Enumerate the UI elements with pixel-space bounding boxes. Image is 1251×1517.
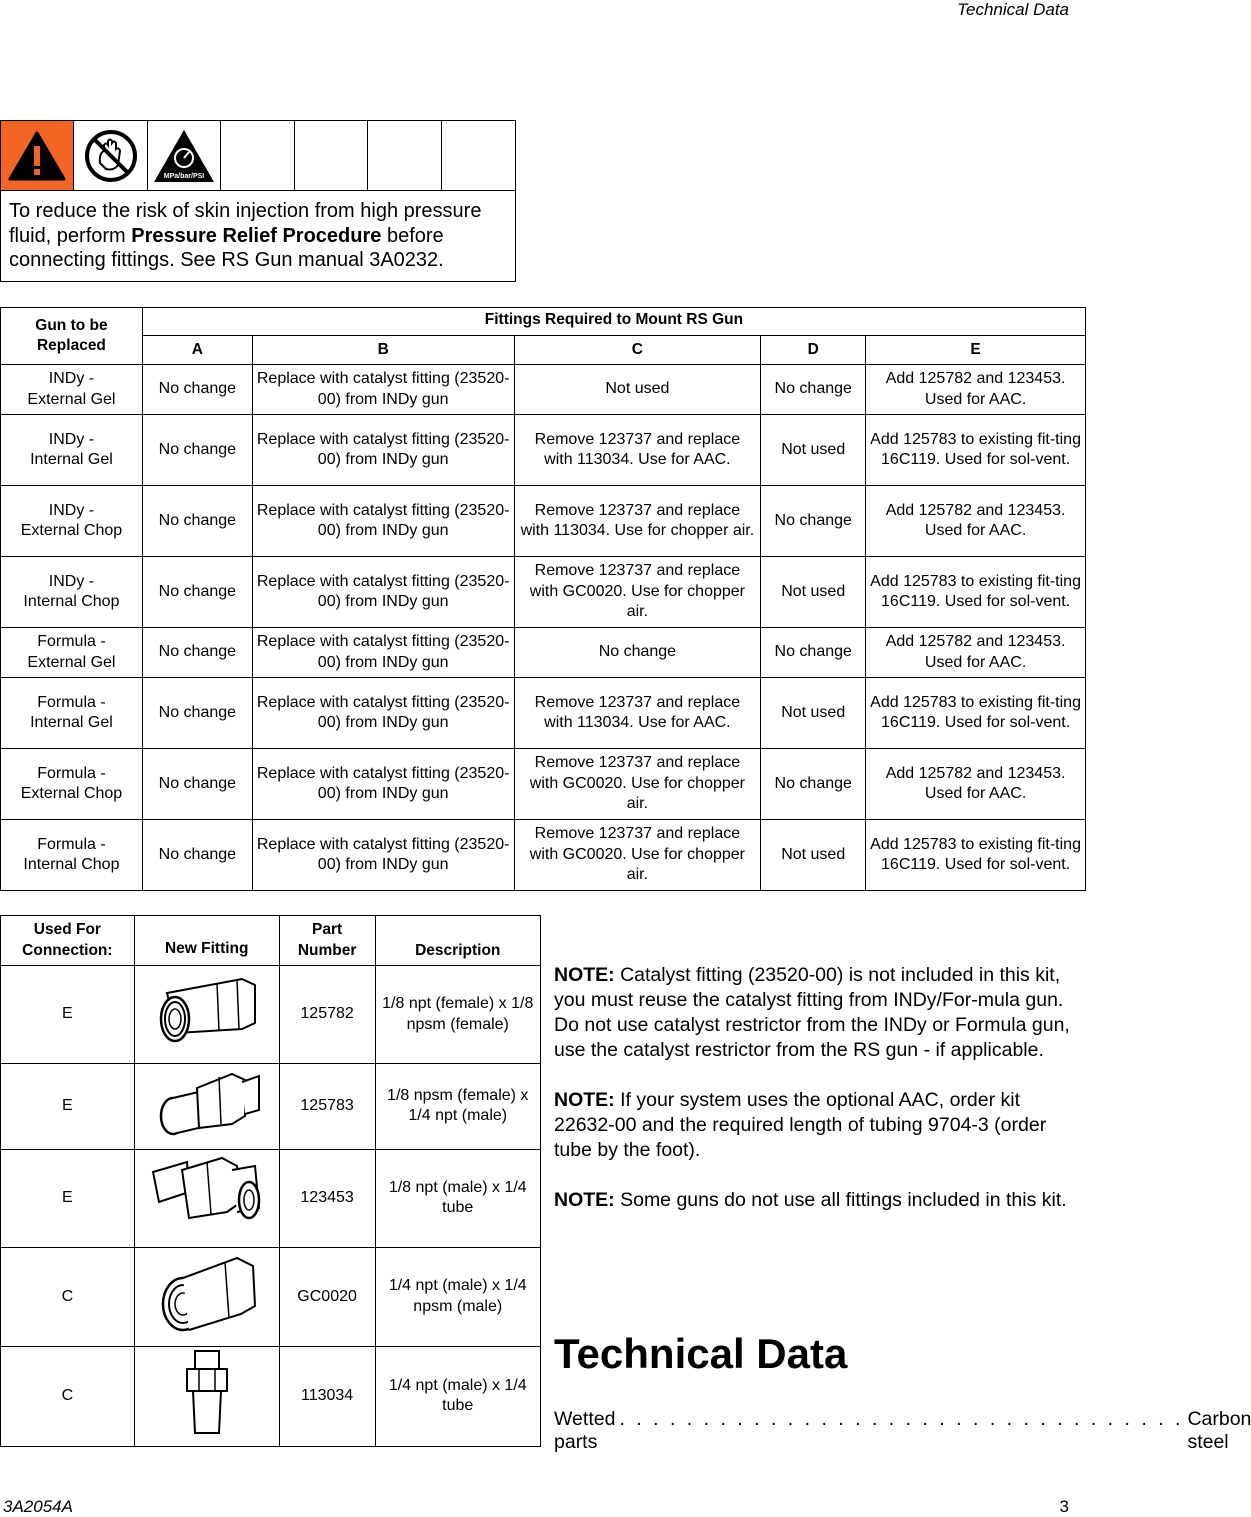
column-a-cell: No change xyxy=(142,678,252,749)
column-e-cell: Add 125782 and 123453. Used for AAC. xyxy=(866,749,1086,820)
column-d-cell: No change xyxy=(761,749,866,820)
table-row xyxy=(1,678,1086,749)
tube-fitting-icon xyxy=(134,1149,279,1247)
table-row xyxy=(1,1149,541,1247)
gun-cell: INDy - External Chop xyxy=(1,486,143,557)
wetted-parts-line xyxy=(554,1408,1251,1454)
table-row xyxy=(1,1347,541,1447)
column-d-cell: Not used xyxy=(761,557,866,628)
column-e-cell: Add 125782 and 123453. Used for AAC. xyxy=(866,486,1086,557)
adapter-fitting-icon xyxy=(134,1064,279,1150)
gun-cell: INDy - External Gel xyxy=(1,365,143,415)
column-c-cell: Remove 123737 and replace with GC0020. Use for chopper air. xyxy=(514,749,761,820)
column-d-cell: No change xyxy=(761,628,866,678)
column-d-cell: No change xyxy=(761,365,866,415)
connection-cell: C xyxy=(1,1247,135,1347)
column-e-cell: Add 125783 to existing fit-ting 16C119. Used for sol-vent. xyxy=(866,820,1086,891)
part-number-cell: 125782 xyxy=(279,966,375,1064)
table-row xyxy=(1,415,1086,486)
note-catalyst: NOTE: Catalyst fitting (23520-00) is not included in this kit, you must reuse the catalyst fitting from INDy/For-mula gun. Do not use catalyst restrictor from the INDy or Formula gun, use the catalyst restrictor from the RS gun - if applicable. xyxy=(554,964,1070,1061)
note-aac: NOTE: If your system uses the optional AAC, order kit 22632-00 and the required length of tubing 9704-3 (order tube by the foot). xyxy=(554,1089,1047,1161)
fittings-group-header: Fittings Required to Mount RS Gun xyxy=(142,308,1085,336)
column-b-cell: Replace with catalyst fitting (23520-00) from INDy gun xyxy=(252,628,514,678)
part-number-cell: GC0020 xyxy=(279,1247,375,1347)
column-header-c: C xyxy=(514,336,761,365)
table-row xyxy=(1,628,1086,678)
column-c-cell: Not used xyxy=(514,365,761,415)
wetted-parts-label: Wetted parts xyxy=(554,1408,616,1453)
notes-section xyxy=(554,963,1074,1238)
column-d-cell: Not used xyxy=(761,678,866,749)
column-d-cell: No change xyxy=(761,486,866,557)
column-a-cell: No change xyxy=(142,415,252,486)
no-hand-icon xyxy=(74,121,147,190)
table-row xyxy=(1,365,1086,415)
description-cell: 1/8 npsm (female) x 1/4 npt (male) xyxy=(375,1064,541,1150)
column-b-cell: Replace with catalyst fitting (23520-00) from INDy gun xyxy=(252,486,514,557)
push-tube-fitting-icon xyxy=(134,1347,279,1447)
pressure-gauge-icon xyxy=(148,121,221,190)
empty-icon-cell xyxy=(221,121,294,190)
column-e-cell: Add 125783 to existing fit-ting 16C119. Used for sol-vent. xyxy=(866,678,1086,749)
column-c-cell: Remove 123737 and replace with 113034. Use for AAC. xyxy=(514,415,761,486)
connection-cell: E xyxy=(1,1064,135,1150)
male-swivel-fitting-icon xyxy=(134,1247,279,1347)
column-a-cell: No change xyxy=(142,365,252,415)
column-b-cell: Replace with catalyst fitting (23520-00) from INDy gun xyxy=(252,415,514,486)
note-fittings: NOTE: Some guns do not use all fittings included in this kit. xyxy=(554,1189,1067,1211)
part-number-cell: 113034 xyxy=(279,1347,375,1447)
column-c-cell: Remove 123737 and replace with GC0020. Use for chopper air. xyxy=(514,557,761,628)
table-row xyxy=(1,1064,541,1150)
column-header-e: E xyxy=(866,336,1086,365)
table-row xyxy=(1,966,541,1064)
part-number-header: Part Number xyxy=(279,916,375,966)
column-c-cell: Remove 123737 and replace with 113034. Use for AAC. xyxy=(514,678,761,749)
column-e-cell: Add 125782 and 123453. Used for AAC. xyxy=(866,628,1086,678)
column-a-cell: No change xyxy=(142,820,252,891)
connection-cell: E xyxy=(1,966,135,1064)
description-cell: 1/8 npt (male) x 1/4 tube xyxy=(375,1149,541,1247)
gun-cell: Formula - External Gel xyxy=(1,628,143,678)
connection-cell: E xyxy=(1,1149,135,1247)
column-c-cell: Remove 123737 and replace with GC0020. Use for chopper air. xyxy=(514,820,761,891)
column-e-cell: Add 125783 to existing fit-ting 16C119. Used for sol-vent. xyxy=(866,557,1086,628)
column-a-cell: No change xyxy=(142,557,252,628)
column-a-cell: No change xyxy=(142,628,252,678)
fittings-table xyxy=(0,307,1086,891)
description-cell: 1/4 npt (male) x 1/4 tube xyxy=(375,1347,541,1447)
column-a-cell: No change xyxy=(142,749,252,820)
parts-table xyxy=(0,915,541,1447)
page-number: 3 xyxy=(1059,1497,1069,1516)
table-row xyxy=(1,557,1086,628)
description-header: Description xyxy=(375,916,541,966)
column-e-cell: Add 125782 and 123453. Used for AAC. xyxy=(866,365,1086,415)
empty-icon-cell xyxy=(368,121,441,190)
warning-triangle-icon xyxy=(1,121,74,190)
column-header-a: A xyxy=(142,336,252,365)
column-d-cell: Not used xyxy=(761,415,866,486)
gun-cell: INDy - Internal Gel xyxy=(1,415,143,486)
gun-cell: Formula - Internal Chop xyxy=(1,820,143,891)
new-fitting-header: New Fitting xyxy=(134,916,279,966)
column-c-cell: Remove 123737 and replace with 113034. Use for chopper air. xyxy=(514,486,761,557)
warning-box xyxy=(0,120,516,282)
description-cell: 1/4 npt (male) x 1/4 npsm (male) xyxy=(375,1247,541,1347)
table-row xyxy=(1,1247,541,1347)
table-row xyxy=(1,749,1086,820)
empty-icon-cell xyxy=(295,121,368,190)
table-row xyxy=(1,486,1086,557)
gun-cell: INDy - Internal Chop xyxy=(1,557,143,628)
column-b-cell: Replace with catalyst fitting (23520-00) from INDy gun xyxy=(252,557,514,628)
part-number-cell: 125783 xyxy=(279,1064,375,1150)
technical-data-heading: Technical Data xyxy=(554,1330,848,1377)
part-number-cell: 123453 xyxy=(279,1149,375,1247)
wetted-parts-value: Carbon steel xyxy=(1187,1408,1251,1453)
empty-icon-cell xyxy=(442,121,515,190)
column-b-cell: Replace with catalyst fitting (23520-00) from INDy gun xyxy=(252,749,514,820)
column-e-cell: Add 125783 to existing fit-ting 16C119. Used for sol-vent. xyxy=(866,415,1086,486)
gun-cell: Formula - Internal Gel xyxy=(1,678,143,749)
column-header-d: D xyxy=(761,336,866,365)
column-b-cell: Replace with catalyst fitting (23520-00) from INDy gun xyxy=(252,365,514,415)
document-number: 3A2054A xyxy=(3,1497,73,1516)
pressure-relief-procedure-label: Pressure Relief Procedure xyxy=(131,224,382,247)
female-union-fitting-icon xyxy=(134,966,279,1064)
column-b-cell: Replace with catalyst fitting (23520-00) from INDy gun xyxy=(252,678,514,749)
description-cell: 1/8 npt (female) x 1/8 npsm (female) xyxy=(375,966,541,1064)
warning-text: To reduce the risk of skin injection from high pressure fluid, perform Pressure Relief Procedure before connecting fittings. See RS Gun manual 3A0232. xyxy=(9,200,482,271)
running-header: Technical Data xyxy=(957,0,1069,19)
leader-dots: . . . . . . . . . . . . . . . . . . . . . . . . . . . . . . . . . . xyxy=(619,1408,1184,1430)
connection-cell: C xyxy=(1,1347,135,1447)
column-d-cell: Not used xyxy=(761,820,866,891)
warning-icon-row xyxy=(1,121,515,191)
table-row xyxy=(1,820,1086,891)
column-a-cell: No change xyxy=(142,486,252,557)
column-b-cell: Replace with catalyst fitting (23520-00) from INDy gun xyxy=(252,820,514,891)
gun-column-header: Gun to be Replaced xyxy=(1,308,143,365)
column-header-b: B xyxy=(252,336,514,365)
used-for-connection-header: Used For Connection: xyxy=(1,916,135,966)
gun-cell: Formula - External Chop xyxy=(1,749,143,820)
gauge-label: MPa/bar/PSI xyxy=(163,172,205,180)
column-c-cell: No change xyxy=(514,628,761,678)
